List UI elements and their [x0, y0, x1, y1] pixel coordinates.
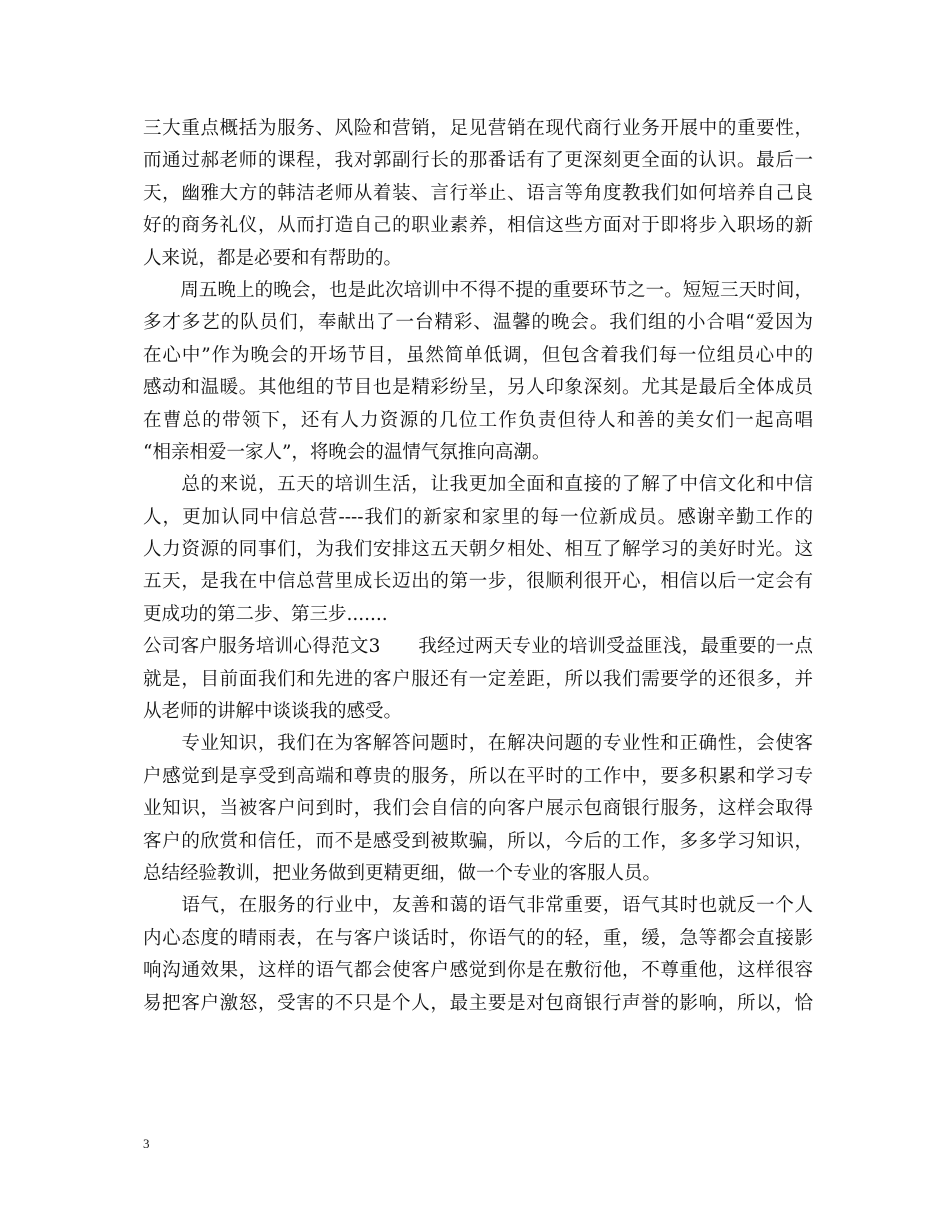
- text-line: 从老师的讲解中谈谈我的感受。: [143, 701, 403, 723]
- text-line: 总结经验教训，把业务做到更精更细，做一个专业的客服人员。: [143, 862, 662, 884]
- text-line: 而通过郝老师的课程，我对郭副行长的那番话有了更深刻更全面的认识。最后一: [143, 150, 813, 172]
- text-line: 在心中”作为晚会的开场节目，虽然简单低调，但包含着我们每一位组员心中的: [143, 344, 813, 366]
- text-line: 好的商务礼仪，从而打造自己的职业素养，相信这些方面对于即将步入职场的新: [143, 215, 813, 237]
- text-line: 在曹总的带领下，还有人力资源的几位工作负责但待人和善的美女们一起高唱: [143, 409, 813, 431]
- text-line: 人力资源的同事们，为我们安排这五天朝夕相处、相互了解学习的美好时光。这: [143, 539, 813, 561]
- text-line: “相亲相爱一家人”，将晚会的温情气氛推向高潮。: [143, 441, 551, 463]
- text-line: 易把客户激怒，受害的不只是个人，最主要是对包商银行声誉的影响，所以，恰: [143, 992, 813, 1014]
- page-number: 3: [143, 1136, 150, 1151]
- text-line: 就是，目前面我们和先进的客户服还有一定差距，所以我们需要学的还很多，并: [143, 668, 813, 690]
- text-line: 户感觉到是享受到高端和尊贵的服务，所以在平时的工作中，要多积累和学习专: [143, 765, 813, 787]
- text-line: 语气，在服务的行业中，友善和蔼的语气非常重要，语气其时也就反一个人: [143, 895, 813, 917]
- text-line: 客户的欣赏和信任，而不是感受到被欺骗，所以，今后的工作，多多学习知识，: [143, 830, 813, 852]
- text-line: 更成功的第二步、第三步.......: [143, 603, 388, 625]
- text-line: 响沟通效果，这样的语气都会使客户感觉到你是在敷衍他，不尊重他，这样很容: [143, 960, 813, 982]
- text-line: 内心态度的晴雨表，在与客户谈话时，你语气的的轻，重，缓，急等都会直接影: [143, 927, 813, 949]
- text-line: 总的来说，五天的培训生活，让我更加全面和直接的了解了中信文化和中信: [143, 474, 813, 496]
- text-line: 天，幽雅大方的韩洁老师从着装、言行举止、语言等角度教我们如何培养自己良: [143, 182, 813, 204]
- text-line: 人来说，都是必要和有帮助的。: [143, 247, 403, 269]
- body-text: [143, 113, 813, 1020]
- text-line: 公司客户服务培训心得范文3 我经过两天专业的培训受益匪浅，最重要的一点: [143, 636, 813, 658]
- text-line: 专业知识，我们在为客解答问题时，在解决问题的专业性和正确性，会使客: [143, 733, 813, 755]
- text-line: 三大重点概括为服务、风险和营销，足见营销在现代商行业务开展中的重要性，: [143, 118, 813, 139]
- text-line: 多才多艺的队员们，奉献出了一台精彩、温馨的晚会。我们组的小合唱“爱因为: [143, 312, 813, 334]
- text-line: 周五晚上的晚会，也是此次培训中不得不提的重要环节之一。短短三天时间，: [143, 279, 813, 301]
- text-line: 业知识，当被客户问到时，我们会自信的向客户展示包商银行服务，这样会取得: [143, 798, 813, 820]
- text-line: 人，更加认同中信总营----我们的新家和家里的每一位新成员。感谢辛勤工作的: [143, 506, 813, 528]
- text-line: 五天，是我在中信总营里成长迈出的第一步，很顺利很开心，相信以后一定会有: [143, 571, 813, 593]
- text-line: 感动和温暖。其他组的节目也是精彩纷呈，另人印象深刻。尤其是最后全体成员: [143, 377, 813, 399]
